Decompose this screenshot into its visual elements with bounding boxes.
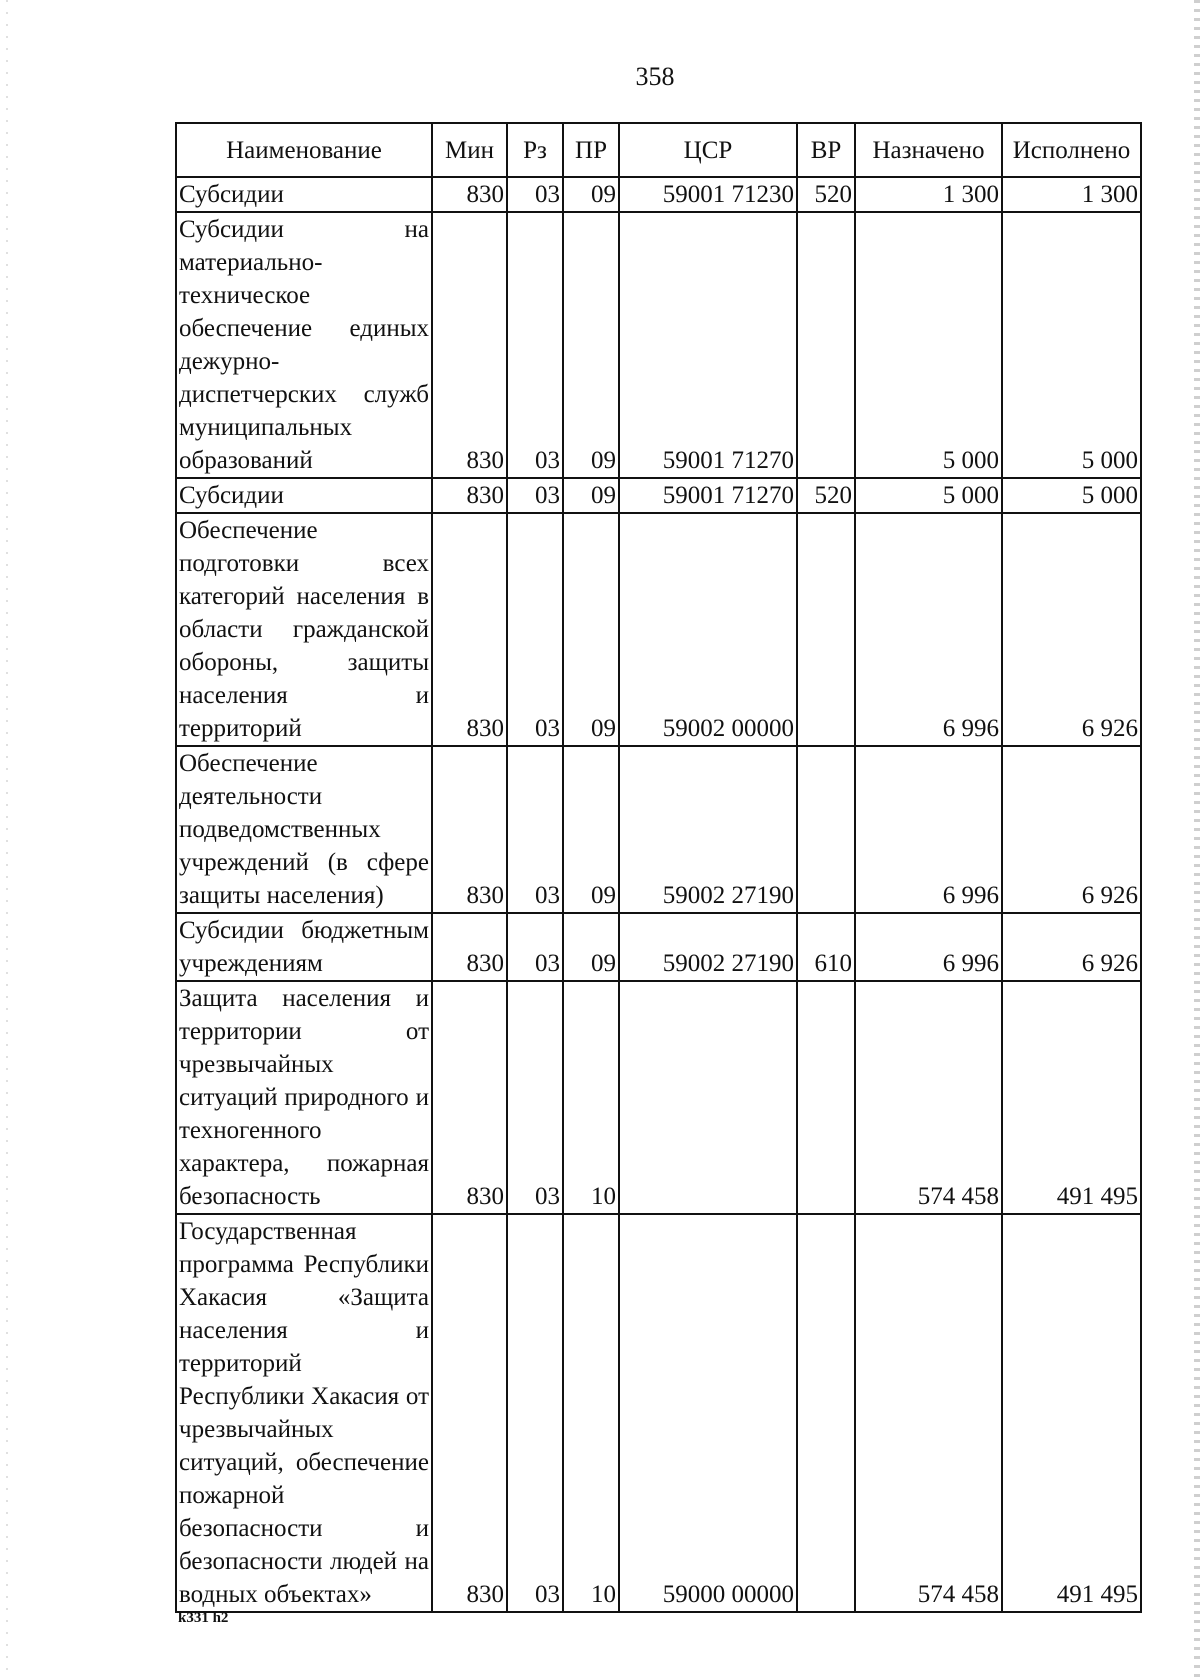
row-pr: 09	[563, 478, 619, 513]
row-vr: 520	[797, 478, 855, 513]
table-header-row	[176, 123, 1141, 177]
row-assigned: 6 996	[855, 746, 1002, 913]
row-min: 830	[432, 981, 507, 1214]
row-min: 830	[432, 1214, 507, 1612]
row-rz: 03	[507, 746, 563, 913]
row-min: 830	[432, 913, 507, 981]
row-name: Государственная программа Республики Хакасия «Защита населения и территорий Республики Хакасия от чрезвычайных ситуаций, обеспечение пожарной безопасности и безопасности людей на водных объектах»	[176, 1214, 432, 1612]
row-name: Субсидии	[176, 177, 432, 212]
row-rz: 03	[507, 478, 563, 513]
scan-edge-right	[1194, 0, 1200, 1680]
row-rz: 03	[507, 913, 563, 981]
header-rz: Рз	[507, 123, 563, 177]
row-vr: 610	[797, 913, 855, 981]
row-rz: 03	[507, 513, 563, 746]
table-row	[176, 913, 1141, 981]
row-executed: 6 926	[1002, 913, 1141, 981]
table-row	[176, 1214, 1141, 1612]
row-min: 830	[432, 177, 507, 212]
row-assigned: 574 458	[855, 1214, 1002, 1612]
row-name: Обеспечение подготовки всех категорий населения в области гражданской обороны, защиты населения и территорий	[176, 513, 432, 746]
row-pr: 09	[563, 212, 619, 478]
row-vr	[797, 981, 855, 1214]
row-name: Субсидии на материально-техническое обеспечение единых дежурно-диспетчерских служб муниципальных образований	[176, 212, 432, 478]
table-row	[176, 513, 1141, 746]
row-executed: 5 000	[1002, 478, 1141, 513]
row-assigned: 5 000	[855, 478, 1002, 513]
table-row	[176, 212, 1141, 478]
row-csr: 59000 00000	[619, 1214, 797, 1612]
table-row	[176, 981, 1141, 1214]
row-name: Субсидии	[176, 478, 432, 513]
table-row	[176, 478, 1141, 513]
header-vr: ВР	[797, 123, 855, 177]
header-min: Мин	[432, 123, 507, 177]
row-pr: 09	[563, 513, 619, 746]
row-rz: 03	[507, 177, 563, 212]
row-vr	[797, 1214, 855, 1612]
row-assigned: 1 300	[855, 177, 1002, 212]
budget-table	[175, 122, 1142, 1613]
row-min: 830	[432, 746, 507, 913]
row-rz: 03	[507, 981, 563, 1214]
page-number: 358	[635, 62, 675, 91]
row-executed: 491 495	[1002, 1214, 1141, 1612]
row-executed: 1 300	[1002, 177, 1141, 212]
row-vr	[797, 746, 855, 913]
row-vr	[797, 513, 855, 746]
header-csr: ЦСР	[619, 123, 797, 177]
row-name: Субсидии бюджетным учреждениям	[176, 913, 432, 981]
row-csr: 59001 71230	[619, 177, 797, 212]
row-pr: 10	[563, 1214, 619, 1612]
row-rz: 03	[507, 212, 563, 478]
row-pr: 10	[563, 981, 619, 1214]
row-rz: 03	[507, 1214, 563, 1612]
scan-edge-left	[6, 0, 8, 1680]
row-pr: 09	[563, 913, 619, 981]
row-min: 830	[432, 212, 507, 478]
header-name: Наименование	[176, 123, 432, 177]
row-executed: 5 000	[1002, 212, 1141, 478]
document-code: k331 h2	[178, 1610, 229, 1626]
row-min: 830	[432, 478, 507, 513]
row-csr: 59001 71270	[619, 212, 797, 478]
row-executed: 491 495	[1002, 981, 1141, 1214]
row-executed: 6 926	[1002, 746, 1141, 913]
row-pr: 09	[563, 177, 619, 212]
row-assigned: 574 458	[855, 981, 1002, 1214]
row-assigned: 6 996	[855, 913, 1002, 981]
header-pr: ПР	[563, 123, 619, 177]
row-min: 830	[432, 513, 507, 746]
row-vr	[797, 212, 855, 478]
row-vr: 520	[797, 177, 855, 212]
table-row	[176, 746, 1141, 913]
row-csr: 59001 71270	[619, 478, 797, 513]
row-assigned: 6 996	[855, 513, 1002, 746]
row-executed: 6 926	[1002, 513, 1141, 746]
row-name: Защита населения и территории от чрезвычайных ситуаций природного и техногенного характера, пожарная безопасность	[176, 981, 432, 1214]
row-pr: 09	[563, 746, 619, 913]
row-csr: 59002 27190	[619, 913, 797, 981]
row-name: Обеспечение деятельности подведомственных учреждений (в сфере защиты населения)	[176, 746, 432, 913]
row-assigned: 5 000	[855, 212, 1002, 478]
table-row	[176, 177, 1141, 212]
header-executed: Исполнено	[1002, 123, 1141, 177]
row-csr	[619, 981, 797, 1214]
header-assigned: Назначено	[855, 123, 1002, 177]
row-csr: 59002 27190	[619, 746, 797, 913]
row-csr: 59002 00000	[619, 513, 797, 746]
